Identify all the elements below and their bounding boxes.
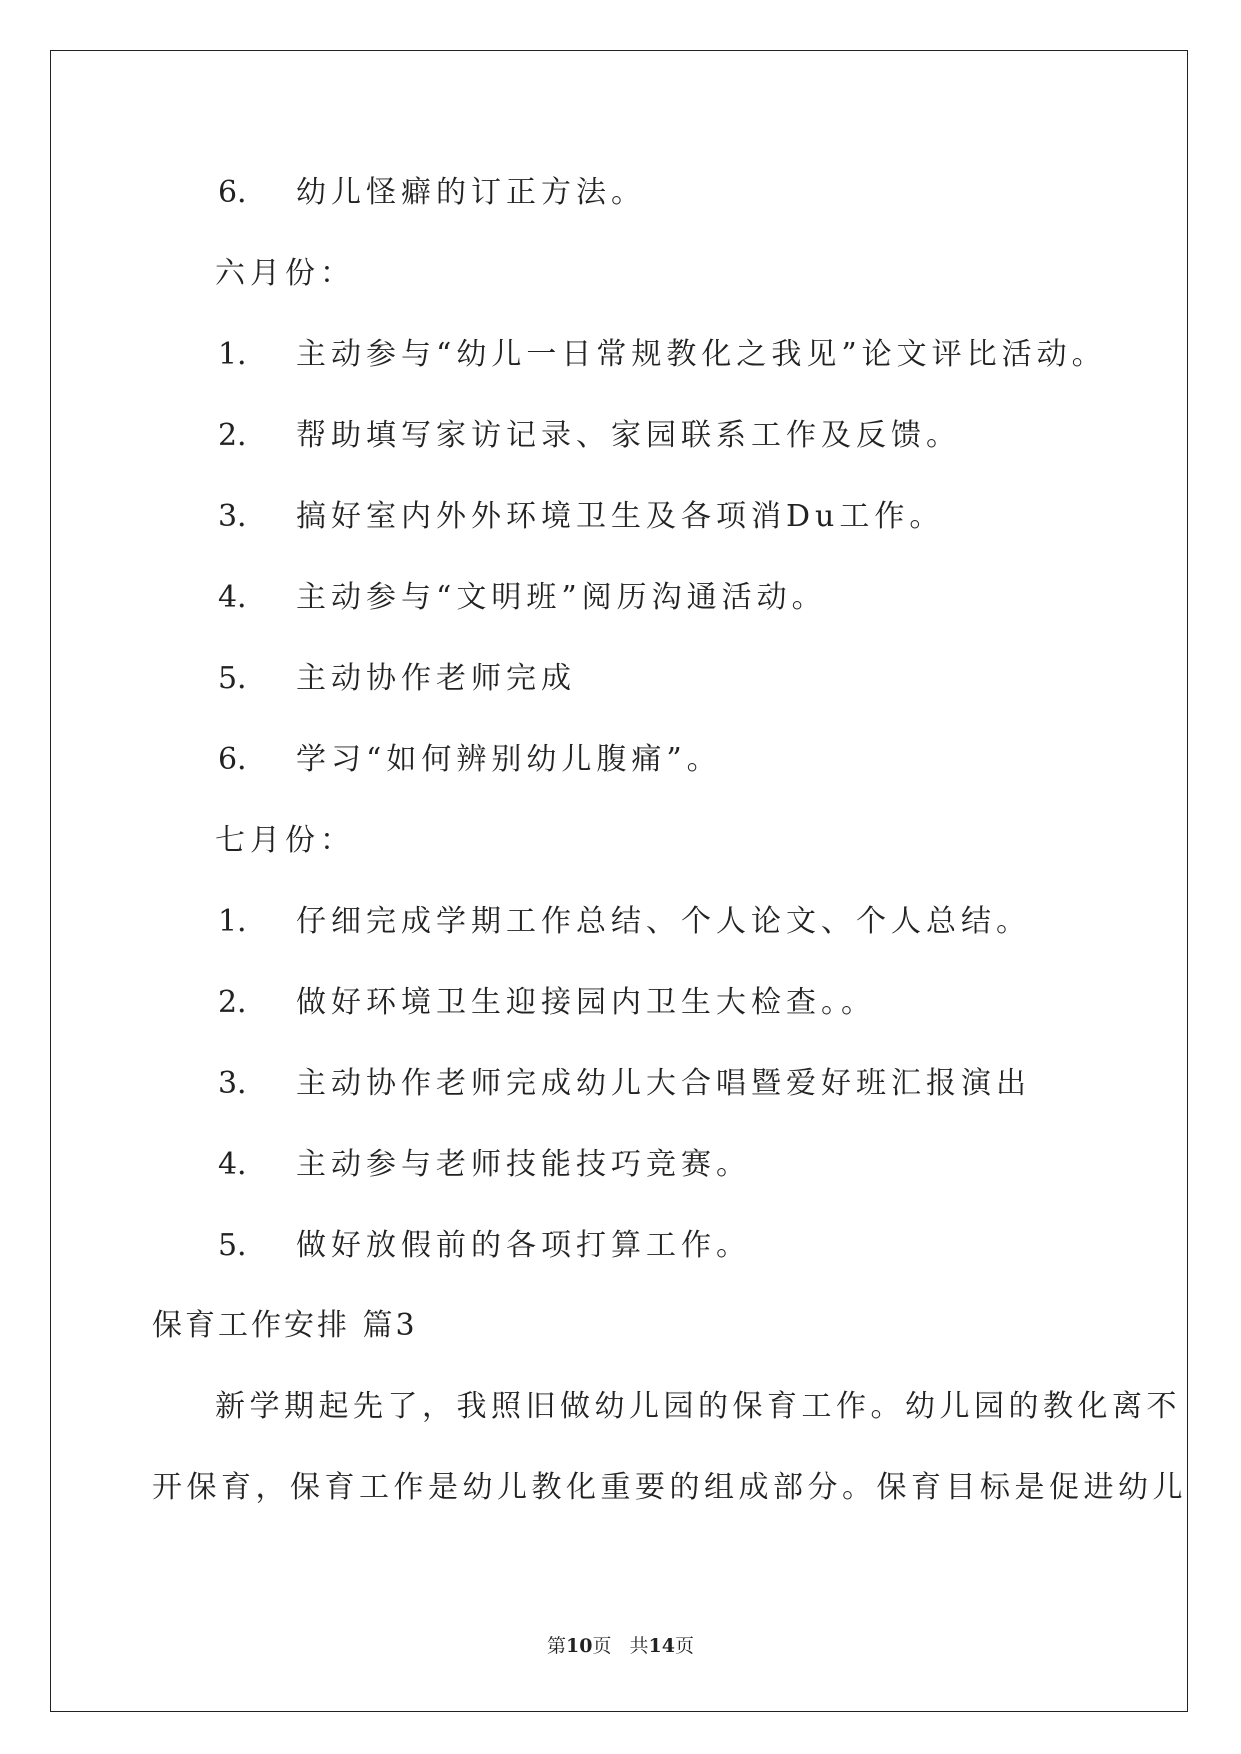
paragraph-line-2: 开保育，保育工作是幼儿教化重要的组成部分。保育目标是促进幼儿: [152, 1470, 1187, 1505]
list-text: 学习“如何辨别幼儿腹痛”。: [296, 742, 722, 777]
list-item: [218, 661, 576, 696]
list-text: 做好放假前的各项打算工作。: [296, 1228, 751, 1263]
list-text: 主动参与“幼儿一日常规教化之我见”论文评比活动。: [296, 337, 1107, 372]
footer-total-pages: 14: [648, 1635, 675, 1657]
list-text: 搞好室内外外环境卫生及各项消Du工作。: [296, 499, 945, 534]
list-item: [218, 1066, 1031, 1101]
footer-page-mid: 页: [592, 1635, 612, 1657]
list-number: 5．: [218, 661, 268, 696]
list-number: 4．: [218, 1147, 268, 1182]
footer-total-suffix: 页: [674, 1635, 694, 1657]
month-heading-text: 七月份：: [215, 823, 355, 858]
list-text: 仔细完成学期工作总结、个人论文、个人总结。: [296, 904, 1031, 939]
list-item: [218, 418, 961, 453]
list-number: 1．: [218, 337, 268, 372]
list-number: 4．: [218, 580, 268, 615]
month-heading-july: [215, 823, 355, 858]
page-border: [50, 50, 1188, 1712]
month-heading-june: [215, 256, 355, 291]
list-item: [218, 985, 876, 1020]
section-heading: 保育工作安排 篇3: [152, 1308, 418, 1343]
list-text: 帮助填写家访记录、家园联系工作及反馈。: [296, 418, 961, 453]
list-text: 主动参与“文明班”阅历沟通活动。: [296, 580, 827, 615]
list-item: [218, 175, 646, 210]
footer-page-number: 10: [566, 1635, 593, 1657]
list-item: [218, 1147, 751, 1182]
month-heading-text: 六月份：: [215, 256, 355, 291]
list-item: [218, 499, 945, 534]
list-item: [218, 904, 1031, 939]
list-number: 2．: [218, 418, 268, 453]
list-item: [218, 742, 722, 777]
list-text: 主动参与老师技能技巧竞赛。: [296, 1147, 751, 1182]
list-number: 6．: [218, 175, 268, 210]
list-item: [218, 580, 827, 615]
page-footer: [0, 1631, 1241, 1658]
list-text: 主动协作老师完成幼儿大合唱暨爱好班汇报演出: [296, 1066, 1031, 1101]
list-item: [218, 1228, 751, 1263]
list-text: 做好环境卫生迎接园内卫生大检查。。: [296, 985, 876, 1020]
list-text: 幼儿怪癖的订正方法。: [296, 175, 646, 210]
list-number: 3．: [218, 1066, 268, 1101]
list-number: 6．: [218, 742, 268, 777]
list-text: 主动协作老师完成: [296, 661, 576, 696]
list-number: 2．: [218, 985, 268, 1020]
footer-page-prefix: 第: [547, 1635, 567, 1657]
list-number: 1．: [218, 904, 268, 939]
paragraph-line-1: 新学期起先了，我照旧做幼儿园的保育工作。幼儿园的教化离不: [215, 1389, 1181, 1424]
list-number: 3．: [218, 499, 268, 534]
list-item: [218, 337, 1107, 372]
list-number: 5．: [218, 1228, 268, 1263]
footer-total-prefix: 共: [629, 1635, 649, 1657]
